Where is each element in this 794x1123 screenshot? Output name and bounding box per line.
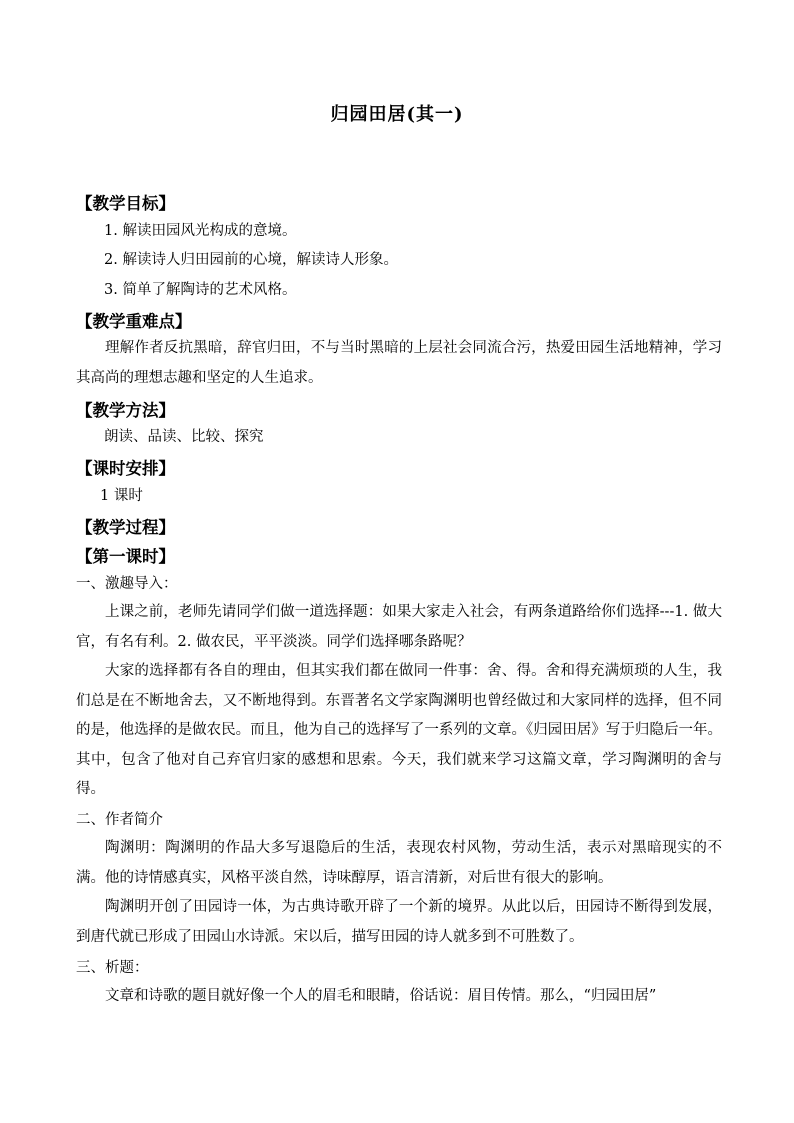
goal-item-1: 1. 解读田园风光构成的意境。 bbox=[104, 223, 297, 239]
section-analysis-heading: 三、析题： bbox=[76, 960, 149, 976]
heading-teaching-goals: 【教学目标】 bbox=[76, 194, 175, 213]
goal-item-2: 2. 解读诗人归田园前的心境，解读诗人形象。 bbox=[104, 252, 398, 268]
intro-paragraph-2: 大家的选择都有各自的理由，但其实我们都在做同一件事：舍、得。舍和得充满烦琐的人生，我们总是在不断地舍去，又不断地得到。东晋著名文学家陶渊明也曾经做过和大家同样的选择，但不同的是，他选择的是做农民。而且，他为自己的选择写了一系列的文章。《归园田居》写于归隐后一年。其中，包含了他对自己弃官归家的感想和思索。今天，我们就来学习这篇文章，学习陶渊明的舍与得。 bbox=[76, 663, 722, 798]
document-title: 归园田居(其一) bbox=[330, 104, 464, 125]
section-intro-heading: 一、激趣导入： bbox=[76, 576, 178, 592]
heading-first-lesson: 【第一课时】 bbox=[76, 547, 175, 566]
heading-key-points: 【教学重难点】 bbox=[76, 312, 192, 331]
section-author-heading: 二、作者简介 bbox=[76, 812, 163, 828]
key-points-text: 理解作者反抗黑暗，辞官归田，不与当时黑暗的上层社会同流合污，热爱田园生活地精神，学习其高尚的理想志趣和坚定的人生追求。 bbox=[76, 340, 722, 386]
goal-item-3: 3. 简单了解陶诗的艺术风格。 bbox=[104, 282, 297, 298]
author-paragraph-2: 陶渊明开创了田园诗一体，为古典诗歌开辟了一个新的境界。从此以后，田园诗不断得到发展，到唐代就已形成了田园山水诗派。宋以后，描写田园的诗人就多到不可胜数了。 bbox=[76, 899, 722, 945]
heading-teaching-process: 【教学过程】 bbox=[76, 518, 175, 537]
analysis-paragraph-1: 文章和诗歌的题目就好像一个人的眉毛和眼睛，俗话说：眉目传情。那么，“归园田居” bbox=[105, 988, 657, 1004]
schedule-text: 1 课时 bbox=[100, 488, 143, 504]
author-paragraph-1: 陶渊明：陶渊明的作品大多写退隐后的生活，表现农村风物，劳动生活，表示对黑暗现实的不满。他的诗情感真实，风格平淡自然，诗味醇厚，语言清新，对后世有很大的影响。 bbox=[76, 840, 722, 886]
heading-teaching-method: 【教学方法】 bbox=[76, 401, 175, 420]
heading-schedule: 【课时安排】 bbox=[76, 459, 175, 478]
intro-paragraph-1: 上课之前，老师先请同学们做一道选择题：如果大家走入社会，有两条道路给你们选择---1. 做大官，有名有利。2. 做农民，平平淡淡。同学们选择哪条路呢？ bbox=[76, 604, 722, 650]
teaching-method-text: 朗读、品读、比较、探究 bbox=[104, 429, 264, 445]
